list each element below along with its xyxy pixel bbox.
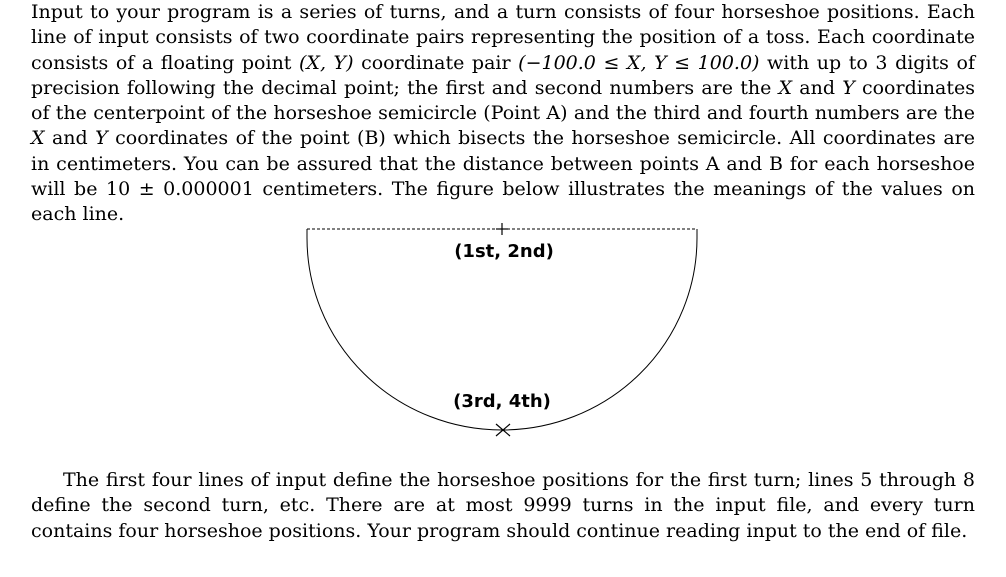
label-third-fourth: (3rd, 4th) [453, 391, 551, 412]
text-segment: Input to your program is a series of turns, and a turn consists of four horseshoe positions. Each line of input consists of two coordinate pairs representing the position of a toss. Each coordinate consists of a floating point [31, 1, 975, 74]
text-segment: with up to 3 digits of precision following the decimal point; the first and second numbers are the [31, 51, 975, 99]
math-y: Y [95, 127, 108, 150]
turns-paragraph: The first four lines of input define the horseshoe positions for the first turn; lines 5 through 8 define the second turn, etc. There are at most 9999 turns in the input file, and every turn contains four horseshoe positions. Your program should continue reading input to the end of file. [31, 469, 975, 542]
math-coord-pair: (X, Y) [299, 51, 354, 74]
math-y: Y [842, 76, 855, 99]
text-segment: coordinates of the point (B) which bisects the horseshoe semicircle. All coordinates are in centimeters. You can be assured that the distance between points A and B for each horseshoe will be [31, 127, 976, 201]
math-range: (−100.0 ≤ X, Y ≤ 100.0) [518, 51, 760, 74]
center-point-a-marker [496, 223, 508, 235]
text-segment: centimeters. The figure below illustrates the meanings of the values on each line. [31, 178, 975, 226]
math-distance: 10 ± 0.000001 [105, 178, 254, 201]
math-x: X [778, 76, 793, 99]
text-segment: coordinates of the centerpoint of the horseshoe semicircle (Point A) and the third and fourth numbers are the [31, 76, 976, 125]
text-segment: and [44, 127, 96, 150]
text-segment: coordinate pair [353, 51, 519, 74]
horseshoe-figure [300, 220, 706, 440]
label-first-second: (1st, 2nd) [454, 241, 554, 262]
math-x: X [31, 127, 45, 150]
intro-paragraph [31, 0, 975, 228]
text-segment: and [792, 76, 843, 99]
